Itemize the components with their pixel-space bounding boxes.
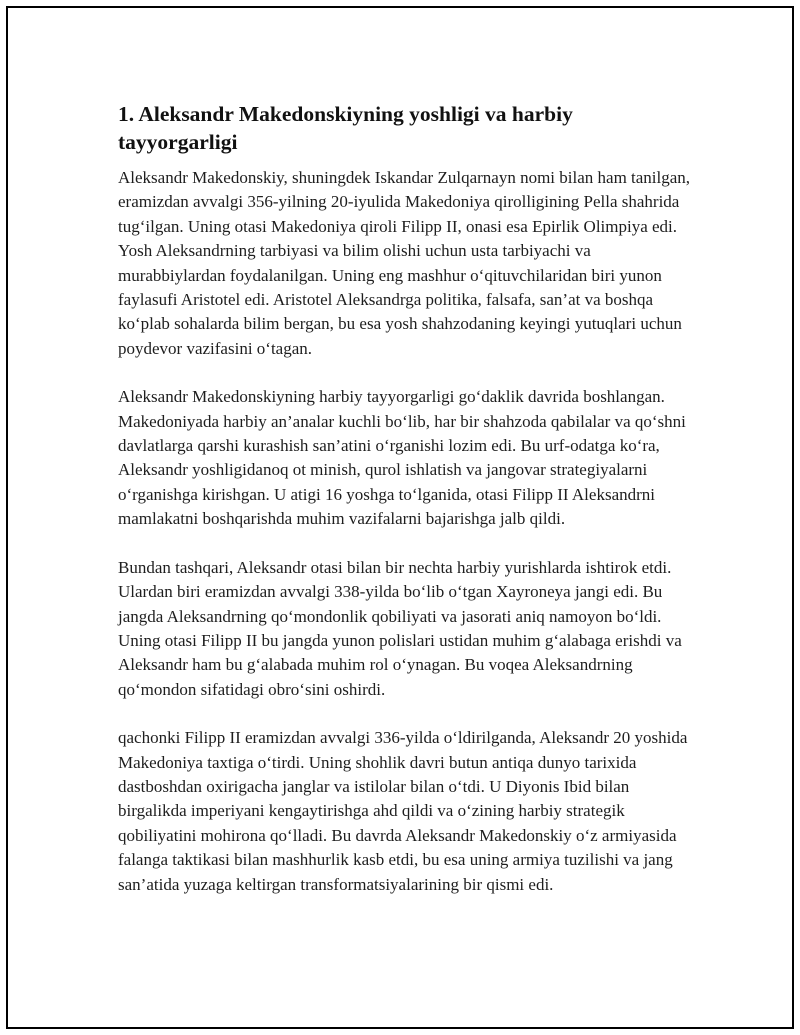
page-frame — [6, 6, 794, 1029]
paragraph-3: Bundan tashqari, Aleksandr otasi bilan bir nechta harbiy yurishlarda ishtirok etdi. Ulardan biri eramizdan avvalgi 338-yilda bo‘lib o‘tgan Xayroneya jangi edi. Bu jangda Aleksandrning qo‘mondonlik qobiliyati va jasorati aniq namoyon bo‘ldi. Uning otasi Filipp II bu jangda yunon polislari ustidan muhim g‘alabaga erishdi va Aleksandr ham bu g‘alabada muhim rol o‘ynagan. Bu voqea Aleksandrning qo‘mondon sifatidagi obro‘sini oshirdi. — [118, 557, 682, 699]
section-heading: 1. Aleksandr Makedonskiyning yoshligi va harbiy tayyorgarligi — [118, 102, 573, 154]
paragraph-2: Aleksandr Makedonskiyning harbiy tayyorgarligi go‘daklik davrida boshlangan. Makedoniyada harbiy an’analar kuchli bo‘lib, har bir shahzoda qabilalar va qo‘shni davlatlarga qarshi kurashish san’atini o‘rganishi lozim edi. Bu urf-odatga ko‘ra, Aleksandr yoshligidanoq ot minish, qurol ishlatish va jangovar strategiyalarni o‘rganishga kirishgan. U atigi 16 yoshga to‘lganida, otasi Filipp II Aleksandrni mamlakatni boshqarishda muhim vazifalarni bajarishga jalb qildi. — [118, 387, 686, 529]
document-body — [118, 100, 698, 897]
paragraph-4: qachonki Filipp II eramizdan avvalgi 336-yilda o‘ldirilganda, Aleksandr 20 yoshida Makedoniya taxtiga o‘tirdi. Uning shohlik davri butun antiqa dunyo tarixida dastboshdan oxirigacha janglar va istilolar bilan o‘tdi. U Diyonis Ibid bilan birgalikda imperiyani kengaytirishga ahd qildi va o‘zining harbiy strategik qobiliyatini mohirona qo‘lladi. Bu davrda Aleksandr Makedonskiy o‘z armiyasida falanga taktikasi bilan mashhurlik kasb etdi, bu esa uning armiya tuzilishi va jang san’atida yuzaga keltirgan transformatsiyalarining bir qismi edi. — [118, 728, 688, 894]
paragraph-1: Aleksandr Makedonskiy, shuningdek Iskandar Zulqarnayn nomi bilan ham tanilgan, eramizdan avvalgi 356-yilning 20-iyulida Makedoniya qirolligining Pella shahrida tug‘ilgan. Uning otasi Makedoniya qiroli Filipp II, onasi esa Epirlik Olimpiya edi. Yosh Aleksandrning tarbiyasi va bilim olishi uchun usta tarbiyachi va murabbiylardan foydalanilgan. Uning eng mashhur o‘qituvchilaridan biri yunon faylasufi Aristotel edi. Aristotel Aleksandrga politika, falsafa, san’at va boshqa ko‘plab sohalarda bilim bergan, bu esa yosh shahzodaning keyingi yutuqlari uchun poydevor vazifasini o‘tagan. — [118, 168, 691, 358]
